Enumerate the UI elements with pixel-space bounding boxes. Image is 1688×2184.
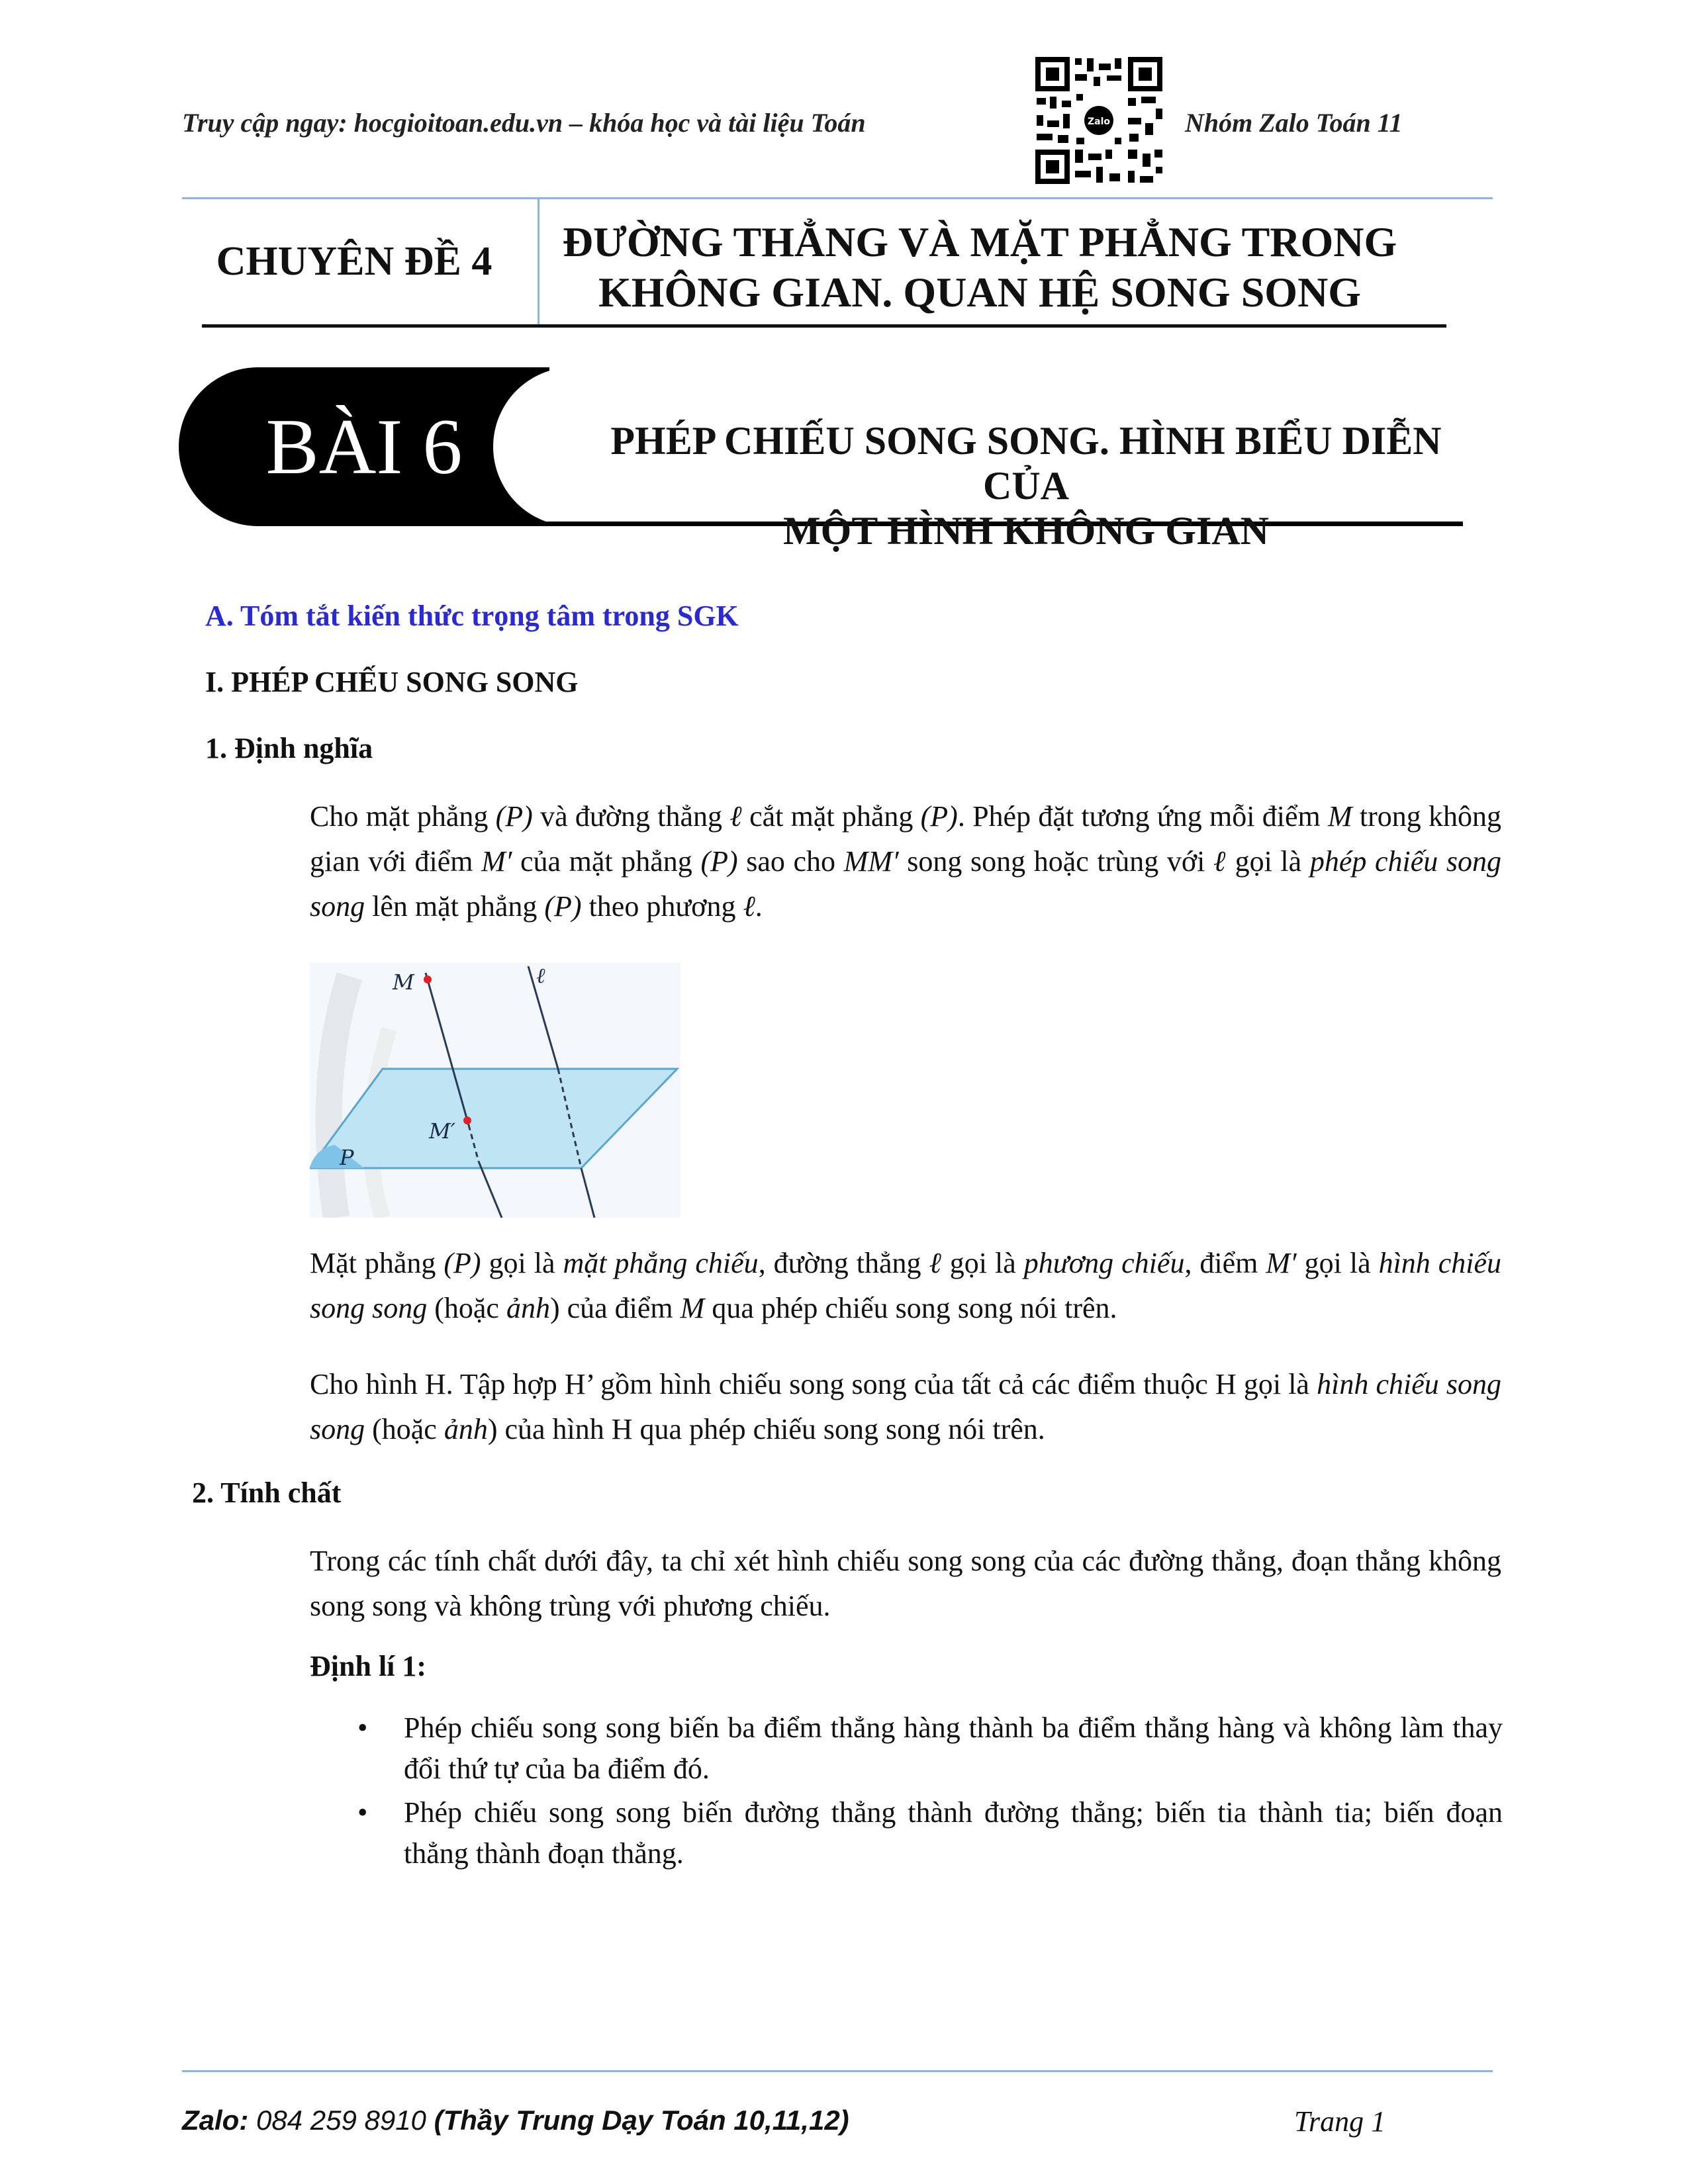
term-parallel-image: hình chiếu song song xyxy=(310,1368,1501,1445)
text: của mặt phẳng xyxy=(512,845,701,878)
text: theo phương xyxy=(581,890,743,923)
label-M: M xyxy=(393,970,414,995)
label-P: P xyxy=(340,1145,354,1170)
term-parallel-image: hình chiếu song song xyxy=(310,1247,1502,1324)
text: gọi là xyxy=(1226,845,1310,878)
subsection-properties: 2. Tính chất xyxy=(192,1477,342,1509)
qr-zalo-logo: Zalo xyxy=(1087,116,1111,127)
chapter-title-line2: KHÔNG GIAN. QUAN HỆ SONG SONG xyxy=(598,269,1362,316)
math-M: M xyxy=(680,1292,705,1324)
term-image: ảnh xyxy=(444,1413,488,1445)
properties-paragraph: Trong các tính chất dưới đây, ta chỉ xét hình chiếu song song của các đường thẳng, đoạn thẳng không song song và không trùng với phương chiếu. xyxy=(310,1545,1501,1622)
text: sao cho xyxy=(737,845,844,878)
term-projection-direction: phương chiếu xyxy=(1023,1247,1185,1279)
math-l: ℓ xyxy=(1213,845,1227,878)
section-i-heading: I. PHÉP CHẾU SONG SONG xyxy=(205,666,579,698)
label-l: ℓ xyxy=(536,963,545,988)
text: (hoặc xyxy=(427,1292,506,1324)
lesson-title-line1: PHÉP CHIẾU SONG SONG. HÌNH BIỂU DIỄN CỦA xyxy=(610,419,1442,508)
header-zalo-group[interactable]: Nhóm Zalo Toán 11 xyxy=(1185,108,1403,138)
text: gọi là xyxy=(941,1247,1024,1279)
text: Mặt phẳng xyxy=(310,1247,444,1279)
text: lên mặt phẳng xyxy=(365,890,545,923)
lesson-title xyxy=(563,418,1489,553)
point-M-prime xyxy=(463,1116,471,1124)
text: (hoặc xyxy=(365,1413,444,1445)
text: . xyxy=(755,890,763,923)
list-item: • Phép chiếu song song biến ba điểm thẳng hàng thành ba điểm thẳng hàng và không làm thay đổi thứ tự của ba điểm đó. xyxy=(357,1707,1503,1790)
point-M xyxy=(424,976,432,983)
text: qua phép chiếu song song nói trên. xyxy=(704,1292,1117,1324)
page-number: Trang 1 xyxy=(1294,2105,1386,2138)
footer-zalo-label: Zalo: xyxy=(182,2105,249,2136)
text: song song hoặc trùng với xyxy=(898,845,1214,878)
term-parallel-projection: phép chiếu song song xyxy=(310,845,1501,923)
text: Cho hình H. Tập hợp H’ gồm hình chiếu song song của tất cả các điểm thuộc H gọi là xyxy=(310,1368,1317,1400)
math-P: (P) xyxy=(444,1247,481,1279)
math-P: (P) xyxy=(920,800,958,833)
text: ) của điểm xyxy=(549,1292,680,1324)
text: , điểm xyxy=(1184,1247,1266,1279)
chapter-title xyxy=(549,217,1410,318)
definition-paragraph xyxy=(310,794,1501,929)
header-site-link[interactable]: Truy cập ngay: hocgioitoan.edu.vn – khóa học và tài liệu Toán xyxy=(182,108,866,138)
names-paragraph xyxy=(310,1241,1501,1331)
math-l: ℓ xyxy=(729,800,742,833)
lesson-title-line2: MỘT HÌNH KHÔNG GIAN xyxy=(783,509,1269,553)
math-l: ℓ xyxy=(929,1247,942,1279)
text: cắt mặt phẳng xyxy=(741,800,921,833)
footer-divider xyxy=(182,2070,1493,2072)
header-divider xyxy=(182,197,1493,199)
math-M: M xyxy=(1327,800,1352,833)
text: . Phép đặt tương ứng mỗi điểm xyxy=(957,800,1328,833)
theorem-1-heading: Định lí 1: xyxy=(310,1650,427,1682)
chapter-label: CHUYÊN ĐỀ 4 xyxy=(216,239,492,284)
qr-code-icon xyxy=(1033,54,1165,187)
text: và đường thẳng xyxy=(532,800,730,833)
footer-teacher: (Thầy Trung Dạy Toán 10,11,12) xyxy=(434,2105,849,2136)
math-P: (P) xyxy=(495,800,533,833)
footer-contact xyxy=(182,2105,849,2136)
projection-figure xyxy=(310,963,680,1218)
text: gọi là xyxy=(1296,1247,1379,1279)
chapter-divider xyxy=(538,199,539,328)
math-MM-prime: MM′ xyxy=(843,845,899,878)
math-l: ℓ xyxy=(743,890,755,923)
math-M-prime: M′ xyxy=(1266,1247,1297,1279)
section-a-heading: A. Tóm tắt kiến thức trọng tâm trong SGK xyxy=(205,600,739,632)
lesson-number: BÀI 6 xyxy=(265,402,463,490)
label-M-prime: M′ xyxy=(429,1118,456,1144)
math-P: (P) xyxy=(544,890,582,923)
shape-paragraph xyxy=(310,1362,1501,1452)
theorem-1-list xyxy=(357,1707,1503,1877)
chapter-title-line1: ĐƯỜNG THẲNG VÀ MẶT PHẲNG TRONG xyxy=(562,218,1397,265)
text: trong không gian với điểm xyxy=(310,800,1502,878)
list-item: • Phép chiếu song song biến đường thẳng thành đường thẳng; biến tia thành tia; biến đoạn thẳng thành đoạn thẳng. xyxy=(357,1792,1503,1874)
text: Cho mặt phẳng xyxy=(310,800,496,833)
math-M-prime: M′ xyxy=(481,845,512,878)
text: gọi là xyxy=(481,1247,563,1279)
math-P: (P) xyxy=(700,845,738,878)
footer-phone[interactable]: 084 259 8910 xyxy=(248,2105,434,2136)
text: ) của hình H qua phép chiếu song song nói trên. xyxy=(487,1413,1045,1445)
chapter-underline xyxy=(202,324,1446,328)
text: , đường thẳng xyxy=(758,1247,929,1279)
term-image: ảnh xyxy=(506,1292,550,1324)
subsection-definition: 1. Định nghĩa xyxy=(205,732,373,764)
term-projection-plane: mặt phẳng chiếu xyxy=(563,1247,759,1279)
